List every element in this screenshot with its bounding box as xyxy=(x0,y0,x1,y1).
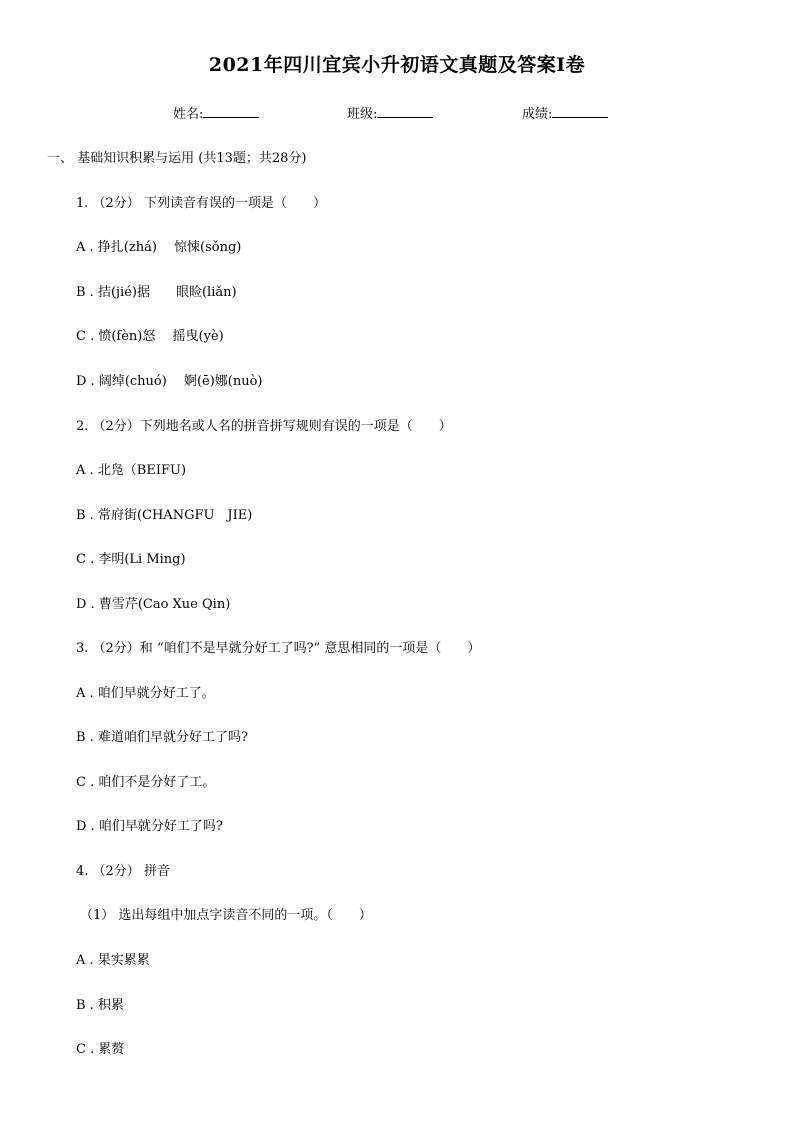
question-2-stem: 2. （2分）下列地名或人名的拼音拼写规则有误的一项是（ ） xyxy=(76,419,452,434)
page-title: 2021年四川宜宾小升初语文真题及答案Ⅰ卷 xyxy=(208,54,586,76)
class-field[interactable] xyxy=(347,103,433,122)
score-field[interactable] xyxy=(522,103,608,122)
question-4-option-a[interactable]: A . 果实累累 xyxy=(76,953,150,968)
question-3-option-b[interactable]: B . 难道咱们早就分好工了吗? xyxy=(76,730,248,745)
class-blank[interactable] xyxy=(377,105,433,118)
question-4-stem: 4. （2分） 拼音 xyxy=(76,864,170,879)
question-1-option-d[interactable]: D . 阔绰(chuó) 婀(ē)娜(nuò) xyxy=(76,374,263,389)
question-4-subquestion-1: （1） 选出每组中加点字读音不同的一项。（ ） xyxy=(80,908,372,923)
question-3-option-c[interactable]: C . 咱们不是分好了工。 xyxy=(76,775,216,790)
question-2-option-d[interactable]: D . 曹雪芹(Cao Xue Qin) xyxy=(76,597,231,612)
question-4-option-b[interactable]: B . 积累 xyxy=(76,998,124,1013)
question-2-option-b[interactable]: B . 常府街(CHANGFU JIE) xyxy=(76,508,253,523)
question-1-option-b[interactable]: B . 拮(jié)据 眼睑(liǎn) xyxy=(76,285,237,300)
question-2-option-c[interactable]: C . 李明(Li Ming) xyxy=(76,552,186,567)
question-3-option-a[interactable]: A . 咱们早就分好工了。 xyxy=(76,686,215,701)
class-label: 班级: xyxy=(347,107,378,122)
name-field[interactable] xyxy=(173,103,259,122)
question-1-option-c[interactable]: C . 愤(fèn)怒 摇曳(yè) xyxy=(76,329,224,344)
question-4-option-c[interactable]: C . 累赘 xyxy=(76,1042,125,1057)
question-3-stem: 3. （2分）和 “咱们不是早就分好工了吗?” 意思相同的一项是（ ） xyxy=(76,641,481,656)
section-heading: 一、 基础知识积累与运用 (共13题；共28分) xyxy=(47,151,307,166)
question-1-stem: 1. （2分） 下列读音有误的一项是（ ） xyxy=(76,196,326,211)
score-label: 成绩: xyxy=(522,107,553,122)
question-3-option-d[interactable]: D . 咱们早就分好工了吗? xyxy=(76,819,223,834)
question-1-option-a[interactable]: A . 挣扎(zhá) 惊悚(sǒng) xyxy=(76,240,242,255)
question-2-option-a[interactable]: A . 北凫（BEIFU) xyxy=(76,463,187,478)
name-blank[interactable] xyxy=(203,105,259,118)
score-blank[interactable] xyxy=(552,105,608,118)
name-label: 姓名: xyxy=(173,107,204,122)
